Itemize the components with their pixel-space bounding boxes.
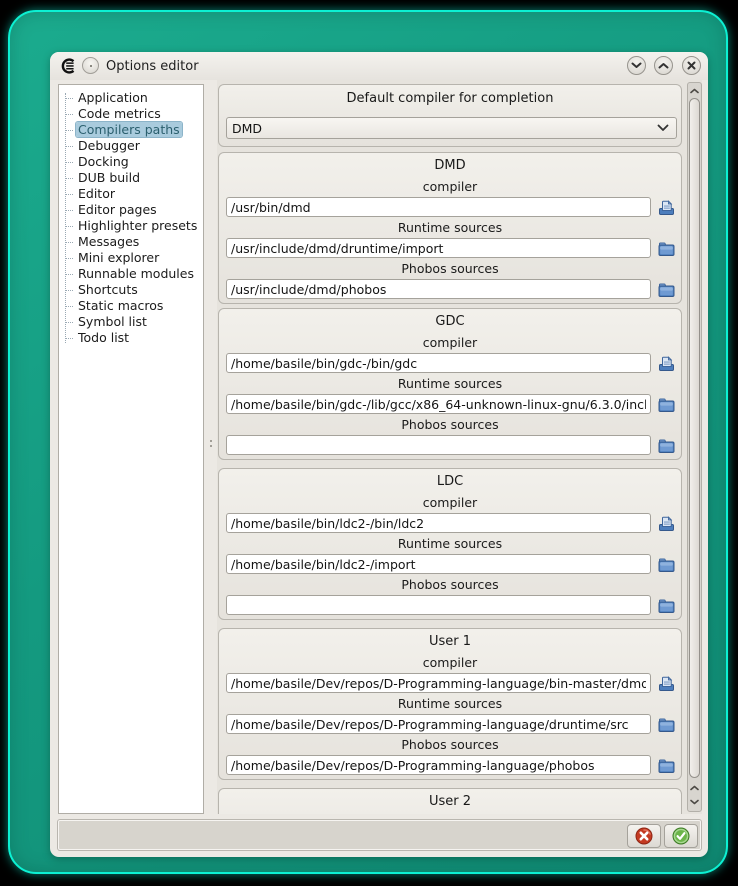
default-compiler-select[interactable] xyxy=(226,117,677,139)
gdc-runtime-browse-button[interactable] xyxy=(656,395,677,414)
gdc-compiler-browse-button[interactable] xyxy=(656,354,677,373)
open-folder-icon xyxy=(658,557,675,572)
phobos-sources-label: Phobos sources xyxy=(401,577,499,592)
ldc-runtime-browse-button[interactable] xyxy=(656,555,677,574)
selected-compiler: DMD xyxy=(232,120,263,136)
sidebar-item-application[interactable]: Application xyxy=(59,90,203,106)
runtime-sources-label: Runtime sources xyxy=(397,220,503,235)
sidebar-item-highlighter-presets[interactable]: Highlighter presets xyxy=(59,218,203,234)
ldc-compiler-browse-button[interactable] xyxy=(656,514,677,533)
sidebar-item-runnable-modules[interactable]: Runnable modules xyxy=(59,266,203,282)
user1-runtime-browse-button[interactable] xyxy=(656,715,677,734)
main-scrollbar[interactable] xyxy=(687,82,702,812)
ldc-runtime-input[interactable] xyxy=(226,554,651,574)
window-frame xyxy=(8,10,728,874)
open-folder-icon xyxy=(658,397,675,412)
dmd-runtime-browse-button[interactable] xyxy=(656,239,677,258)
title-bar[interactable] xyxy=(50,52,708,81)
ldc-compiler-input[interactable] xyxy=(226,513,651,533)
titlebar-pin-button[interactable] xyxy=(82,57,99,74)
compiler-label: compiler xyxy=(422,495,478,510)
sidebar-item-shortcuts[interactable]: Shortcuts xyxy=(59,282,203,298)
group-title: Default compiler for completion xyxy=(346,91,554,106)
dmd-runtime-input[interactable] xyxy=(226,238,651,258)
sidebar-item-editor[interactable]: Editor xyxy=(59,186,203,202)
dmd-group xyxy=(218,152,682,304)
minimize-button[interactable] xyxy=(627,56,646,75)
options-editor-window xyxy=(50,52,708,857)
open-file-icon xyxy=(658,200,675,215)
open-folder-icon xyxy=(658,598,675,613)
ldc-phobos-browse-button[interactable] xyxy=(656,596,677,615)
coedit-logo-icon xyxy=(59,58,77,74)
scroll-up-button[interactable] xyxy=(688,84,701,97)
open-folder-icon xyxy=(658,717,675,732)
group-title: GDC xyxy=(435,314,465,329)
window-title: Options editor xyxy=(106,59,199,74)
phobos-sources-label: Phobos sources xyxy=(401,737,499,752)
chevron-up-icon xyxy=(690,785,699,791)
dot-icon xyxy=(90,65,92,67)
ldc-phobos-input[interactable] xyxy=(226,595,651,615)
gdc-phobos-browse-button[interactable] xyxy=(656,436,677,455)
compiler-label: compiler xyxy=(422,179,478,194)
close-button[interactable] xyxy=(682,56,701,75)
open-folder-icon xyxy=(658,241,675,256)
scroll-up-button-bottom[interactable] xyxy=(688,781,701,794)
scrollbar-thumb[interactable] xyxy=(689,98,700,778)
user2-group xyxy=(218,788,682,814)
chevron-up-icon xyxy=(658,62,669,69)
open-file-icon xyxy=(658,356,675,371)
open-folder-icon xyxy=(658,438,675,453)
gdc-group xyxy=(218,308,682,460)
open-folder-icon xyxy=(658,282,675,297)
user1-phobos-browse-button[interactable] xyxy=(656,756,677,775)
ok-button[interactable] xyxy=(664,824,698,848)
open-file-icon xyxy=(658,676,675,691)
user1-compiler-input[interactable] xyxy=(226,673,651,693)
sidebar-item-messages[interactable]: Messages xyxy=(59,234,203,250)
sidebar-item-editor-pages[interactable]: Editor pages xyxy=(59,202,203,218)
sidebar-item-mini-explorer[interactable]: Mini explorer xyxy=(59,250,203,266)
phobos-sources-label: Phobos sources xyxy=(401,261,499,276)
gdc-runtime-input[interactable] xyxy=(226,394,651,414)
dmd-phobos-input[interactable] xyxy=(226,279,651,299)
sidebar-item-todo-list[interactable]: Todo list xyxy=(59,330,203,346)
phobos-sources-label: Phobos sources xyxy=(401,417,499,432)
sidebar-item-code-metrics[interactable]: Code metrics xyxy=(59,106,203,122)
group-title: User 1 xyxy=(428,634,472,649)
ok-icon xyxy=(672,827,690,845)
dialog-button-bar xyxy=(58,820,701,850)
splitter-grip-icon xyxy=(210,440,212,442)
categories-sidebar[interactable] xyxy=(58,84,204,814)
compilers-paths-panel xyxy=(217,80,702,814)
scroll-down-button[interactable] xyxy=(688,795,701,808)
chevron-down-icon xyxy=(657,124,669,132)
gdc-phobos-input[interactable] xyxy=(226,435,651,455)
sidebar-item-docking[interactable]: Docking xyxy=(59,154,203,170)
chevron-down-icon xyxy=(690,799,699,805)
sidebar-item-debugger[interactable]: Debugger xyxy=(59,138,203,154)
chevron-up-icon xyxy=(690,88,699,94)
group-title: User 2 xyxy=(428,794,472,809)
sidebar-item-compilers-paths[interactable]: Compilers paths xyxy=(59,122,203,138)
dmd-phobos-browse-button[interactable] xyxy=(656,280,677,299)
open-file-icon xyxy=(658,516,675,531)
group-title: DMD xyxy=(434,158,466,173)
content-area xyxy=(50,80,708,820)
cancel-button[interactable] xyxy=(627,824,661,848)
dmd-compiler-browse-button[interactable] xyxy=(656,198,677,217)
ldc-group xyxy=(218,468,682,620)
user1-runtime-input[interactable] xyxy=(226,714,651,734)
user1-group xyxy=(218,628,682,780)
close-icon xyxy=(687,61,696,70)
open-folder-icon xyxy=(658,758,675,773)
group-title: LDC xyxy=(436,474,464,489)
sidebar-item-symbol-list[interactable]: Symbol list xyxy=(59,314,203,330)
category-tree xyxy=(59,90,203,346)
sidebar-item-static-macros[interactable]: Static macros xyxy=(59,298,203,314)
compiler-label: compiler xyxy=(422,335,478,350)
user1-compiler-browse-button[interactable] xyxy=(656,674,677,693)
maximize-button[interactable] xyxy=(654,56,673,75)
cancel-icon xyxy=(635,827,653,845)
sidebar-item-dub-build[interactable]: DUB build xyxy=(59,170,203,186)
runtime-sources-label: Runtime sources xyxy=(397,696,503,711)
sidebar-splitter[interactable] xyxy=(204,80,217,814)
dmd-compiler-input[interactable] xyxy=(226,197,651,217)
runtime-sources-label: Runtime sources xyxy=(397,536,503,551)
chevron-down-icon xyxy=(631,62,642,69)
gdc-compiler-input[interactable] xyxy=(226,353,651,373)
runtime-sources-label: Runtime sources xyxy=(397,376,503,391)
compiler-label: compiler xyxy=(422,655,478,670)
user1-phobos-input[interactable] xyxy=(226,755,651,775)
default-compiler-group xyxy=(218,84,682,147)
